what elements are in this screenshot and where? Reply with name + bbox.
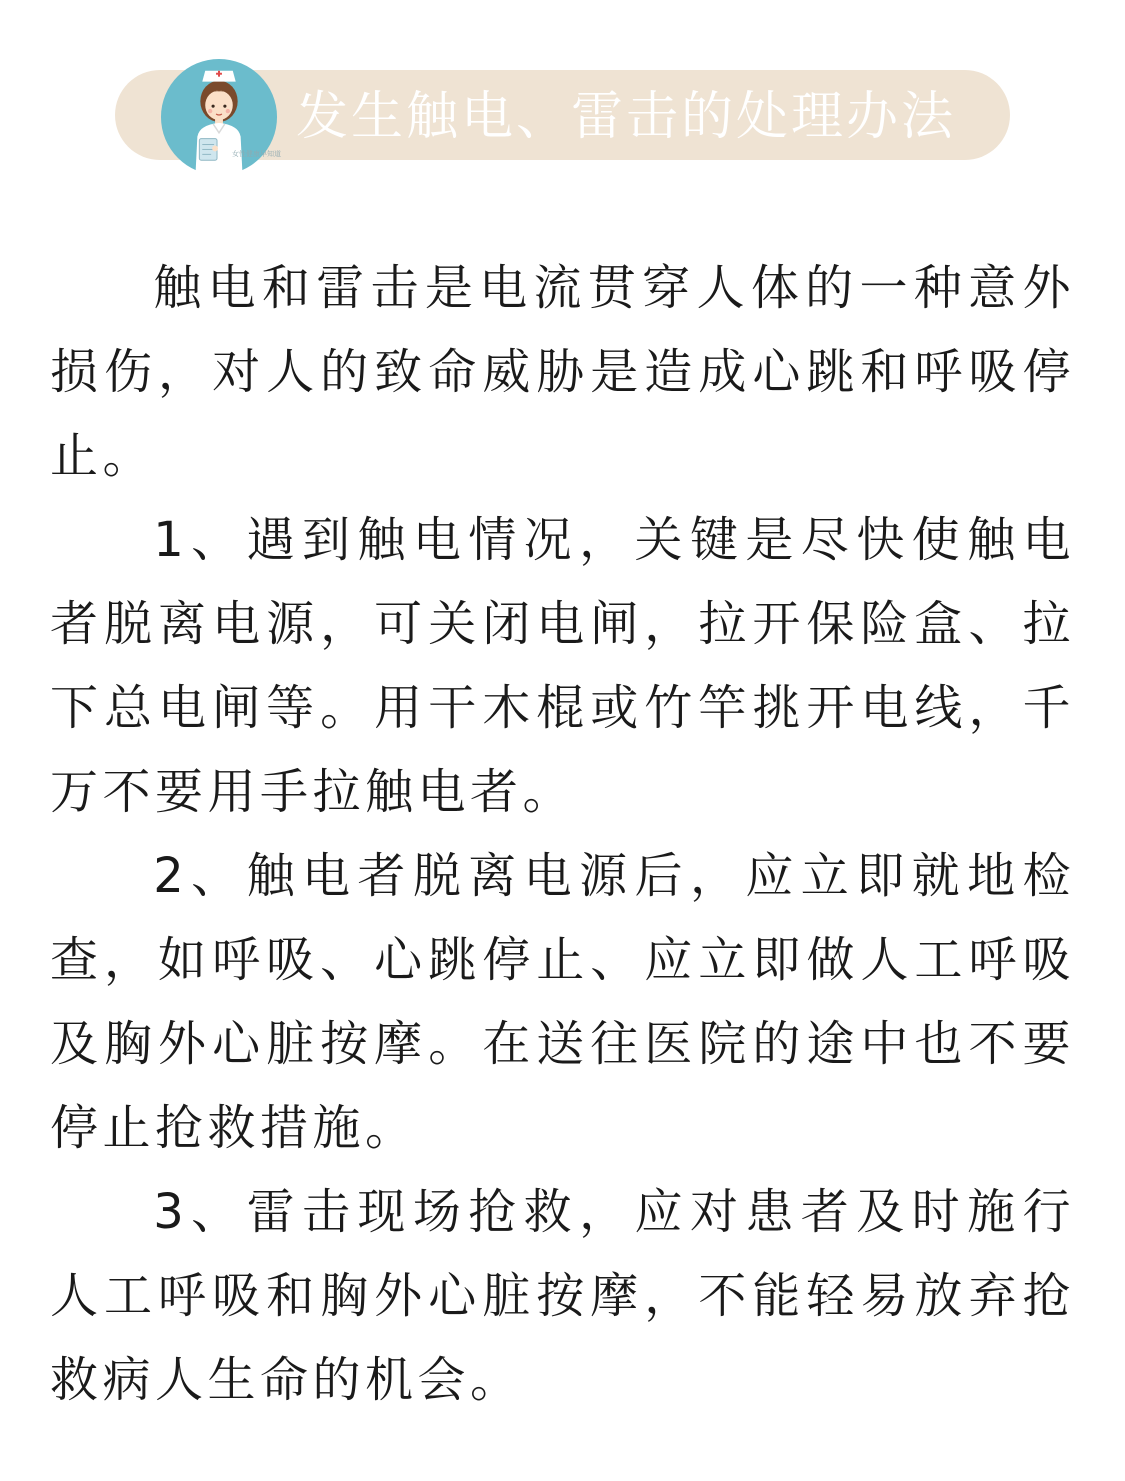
paragraph-step-3: 3、雷击现场抢救，应对患者及时施行人工呼吸和胸外心脏按摩，不能轻易放弃抢救病人生命的机会。 — [50, 1184, 1075, 1408]
article-body — [50, 246, 1075, 1422]
paragraph-intro: 触电和雷击是电流贯穿人体的一种意外损伤，对人的致命威胁是造成心跳和呼吸停止。 — [50, 260, 1075, 484]
page-title: 发生触电、雷击的处理办法 — [296, 87, 957, 147]
paragraph-step-2: 2、触电者脱离电源后，应立即就地检查，如呼吸、心跳停止、应立即做人工呼吸及胸外心脏按摩。在送往医院的途中也不要停止抢救措施。 — [50, 848, 1075, 1156]
watermark-text: 女性健康早知道 — [232, 150, 281, 158]
paragraph-step-1: 1、遇到触电情况，关键是尽快使触电者脱离电源，可关闭电闸，拉开保险盒、拉下总电闸等。用干木棍或竹竿挑开电线，千万不要用手拉触电者。 — [50, 512, 1075, 820]
